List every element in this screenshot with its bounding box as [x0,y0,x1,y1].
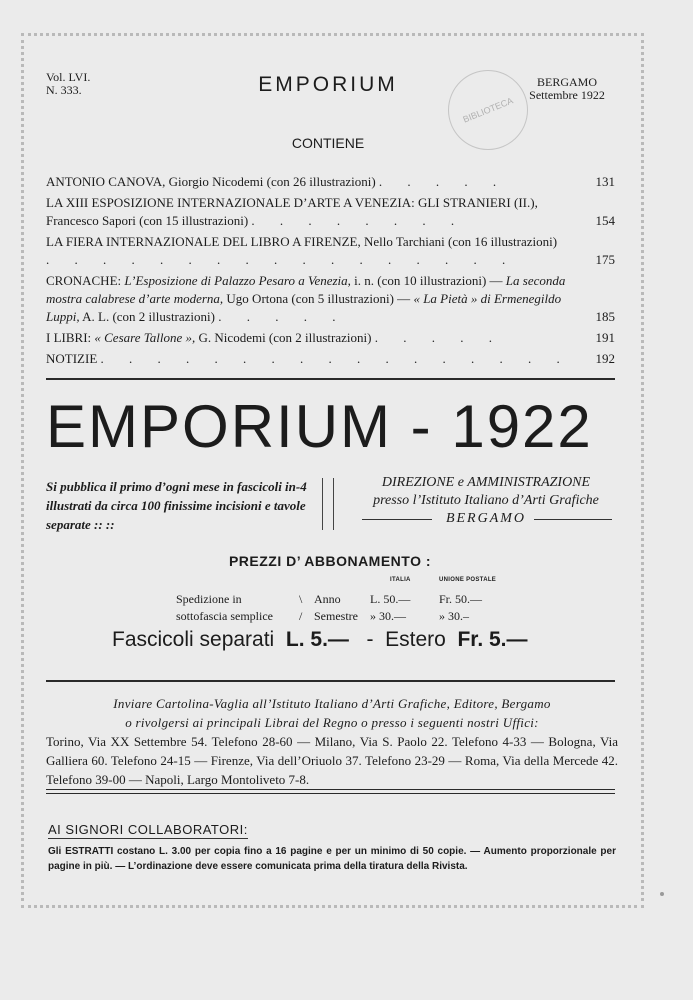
single-issue-price [112,628,572,652]
leader-dots: . . . . . . . . [251,213,466,228]
volume-info [46,71,90,97]
divider [46,680,615,682]
separator: - [366,628,374,651]
masthead: EMPORIUM - 1922 [46,393,593,460]
toc-entry[interactable] [46,350,615,368]
page-number: 154 [595,213,615,228]
page-number: 175 [595,252,615,267]
col-unione: UNIONE POSTALE [439,577,497,583]
toc-entry-text: NOTIZIE [46,351,98,366]
leader-dots: . . . . . [218,309,347,324]
table-of-contents [46,173,615,371]
ordering-info [46,694,618,789]
toc-entry-label: CRONACHE: [46,273,125,288]
contents-heading: CONTIENE [291,135,365,151]
toc-article-title: « Cesare Tallone », [94,330,196,345]
collaborators-heading [48,822,248,837]
volume: Vol. LVI. [46,70,91,84]
publication-intro: Si pubblica il primo d’ogni mese in fascicoli in-4 illustrati da circa 100 finissime incisioni e tavole separate :: :: [46,479,307,532]
prices-title: PREZZI D’ ABBONAMENTO : [228,553,432,569]
ink-dot [660,892,664,896]
toc-entry-text: i. n. (con 10 illustrazioni) — [350,273,506,288]
place-date [520,76,614,102]
fascicoli-label: Fascicoli separati [112,628,275,651]
stamp-text: BIBLIOTECA [461,95,515,125]
direzione-city [356,510,616,528]
leader-dots: . . . . . . . . . . . . . . . . . [100,351,571,366]
divider [46,793,615,794]
page-number: 185 [595,309,615,324]
toc-entry[interactable] [46,173,615,191]
rule-right [534,519,612,520]
brace: \ [299,592,303,606]
issue-number: N. 333. [46,83,82,97]
brace: / [299,609,303,623]
direzione-city-text: BERGAMO [445,511,527,526]
page-number: 192 [595,351,615,366]
toc-entry[interactable] [46,272,615,326]
price-italia: » 30.— [370,609,406,623]
toc-entry-text: A. L. (con 2 illustrazioni) [79,309,215,324]
column-divider [322,478,334,530]
leader-dots: . . . . . [374,330,503,345]
toc-entry-text: Ugo Ortona (con 5 illustrazioni) — [223,291,414,306]
leader-dots: . . . . . . . . . . . . . . . . . [46,252,517,267]
shipping-label: sottofascia semplice [176,609,273,623]
header-title: EMPORIUM [258,73,398,96]
city: BERGAMO [536,75,597,89]
shipping-label: Spedizione in [176,592,242,606]
price-row [176,609,506,625]
leader-dots: . . . . . [378,174,508,189]
ordering-line: o rivolgersi ai principali Librai del Regno o presso i seguenti nostri Uffici: [125,715,539,730]
price-italia: L. 50.— [370,592,411,606]
divider [46,789,615,790]
direzione-block [356,474,616,528]
price-unione: » 30.– [439,609,469,623]
toc-article-title: L’Esposizione di Palazzo Pesaro a Venezia, [124,273,351,288]
divider [46,378,615,380]
toc-entry-text: ANTONIO CANOVA, Giorgio Nicodemi (con 26 illustrazioni) [46,174,376,189]
collaborators-notice: Gli ESTRATTI costano L. 3.00 per copia fino a 16 pagine e per un minimo di 50 copie. — Aumento proporzionale per pagine in più. — L’ordinazione deve essere comunicata prima della tiratura della Rivista. [48,846,616,872]
period: Anno [314,592,341,606]
toc-entry-text: G. Nicodemi (con 2 illustrazioni) [195,330,372,345]
ordering-line: Inviare Cartolina-Vaglia all’Istituto Italiano d’Arti Grafiche, Editore, Bergamo [113,696,551,711]
italy-price: L. 5.— [285,628,349,651]
toc-entry-text: LA FIERA INTERNAZIONALE DEL LIBRO A FIRENZE, Nello Tarchiani (con 16 illustrazioni) [46,234,558,249]
collaborators-heading-text: AI SIGNORI COLLABORATORI: [48,822,248,837]
direzione-line: DIREZIONE e AMMINISTRAZIONE [381,475,591,490]
toc-entry[interactable] [46,233,615,269]
toc-article-title: La seconda mostra calabrese d’arte moderna, [46,273,566,306]
price-unione: Fr. 50.— [439,592,483,606]
office-addresses: Torino, Via XX Settembre 54. Telefono 28-60 — Milano, Via S. Paolo 22. Telefono 4-33 — Bologna, Via Galliera 60. Telefono 24-15 — Firenze, Via dell’Oriuolo 37. Telefono 23-29 — Roma, Via della Mercede 42. Telefono 39-00 — Napoli, Largo Montoliveto 7-8. [46,734,618,787]
direzione-address: presso l’Istituto Italiano d’Arti Grafiche [373,493,599,508]
estero-price: Fr. 5.— [457,628,528,651]
toc-article-title: « La Pietà » di Ermenegildo Luppi, [46,291,562,324]
page-number: 191 [595,330,615,345]
toc-entry[interactable] [46,194,615,230]
issue-date: Settembre 1922 [529,88,605,102]
price-row [176,592,506,608]
col-italia: ITALIA [390,577,411,583]
toc-entry[interactable] [46,329,615,347]
estero-label: Estero [385,628,446,651]
period: Semestre [314,609,358,623]
rule-left [362,519,432,520]
page-number: 131 [595,174,615,189]
toc-entry-text: LA XIII ESPOSIZIONE INTERNAZIONALE D’ARTE A VENEZIA: GLI STRANIERI (II.), Francesco Sapori (con 15 illustrazioni) [46,195,538,228]
toc-entry-label: I LIBRI: [46,330,95,345]
